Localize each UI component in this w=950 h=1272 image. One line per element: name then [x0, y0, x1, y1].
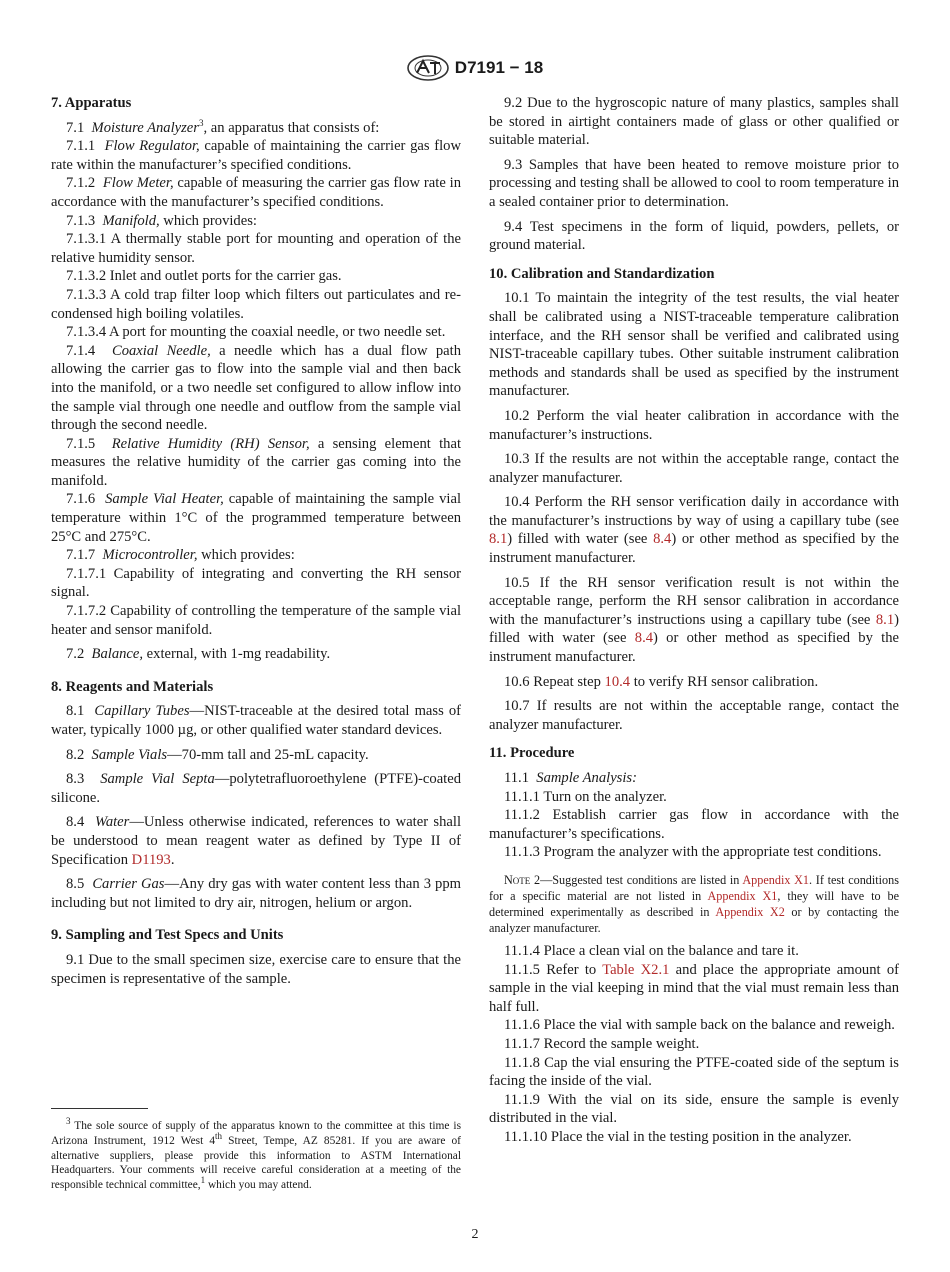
astm-logo-icon — [407, 55, 449, 81]
para-9-3: 9.3 Samples that have been heated to remove moisture prior to processing and testing shall be allowed to cool to room temperature in a sealed container prior to determination. — [489, 156, 899, 210]
para-11-1-10: 11.1.10 Place the vial in the testing position in the analyzer. — [504, 1128, 852, 1145]
note-2: Note 2—Suggested test conditions are listed in Appendix X1. If test conditions for a specific material are not listed in Appendix X1, they will have to be determined experimentally as described in Appendix X2 or by contacting the analyzer manufacturer. — [489, 872, 899, 935]
footnote-3: $^3$ The sole source of supply of the apparatus known to the committee at this time is Arizona Instrument, 1912 West 4th Street, Tempe, AZ 85281. If you are aware of alternative suppliers, please provide this information to ASTM International Headquarters. Your comments will receive careful consideration at a meeting of the responsible technical committee,$^1$ which you may attend. — [51, 1116, 461, 1192]
para-7-1-2: 7.1.2 Flow Meter, capable of measuring the carrier gas flow rate in accordance with the manufacturer’s specified conditions. — [51, 175, 461, 210]
document-id: D7191 − 18 — [454, 57, 544, 77]
para-7-1-5: 7.1.5 Relative Humidity (RH) Sensor, a sensing element that measures the relative humidity of the carrier gas coming into the manifold. — [51, 435, 461, 489]
para-7-1-1: 7.1.1 Flow Regulator, capable of maintaining the carrier gas flow rate within the manufacturer’s specified conditions. — [51, 138, 461, 173]
para-11-1-1: 11.1.1 Turn on the analyzer. — [504, 788, 667, 805]
para-10-5: 10.5 If the RH sensor verification result is not within the acceptable range, perform the RH sensor calibration in accordance with the manufacturer’s instructions using a capillary tube (see 8.1) filled with water (see 8.4) or other method as specified by the instrument manufacturer. — [489, 574, 899, 666]
para-10-6: 10.6 Repeat step 10.4 to verify RH sensor calibration. — [504, 673, 819, 690]
para-7-1-3-3: 7.1.3.3 A cold trap filter loop which filters out particulates and re-condensed high boiling volatiles. — [51, 286, 461, 322]
para-7-1: 7.1 Moisture Analyzer$^3$, an apparatus that consists of: — [66, 117, 380, 136]
left-column — [51, 94, 461, 988]
para-9-2: 9.2 Due to the hygroscopic nature of many plastics, samples shall be stored in airtight containers made of glass or other qualified or suitable material. — [489, 95, 899, 149]
section-11-heading: 11. Procedure — [489, 745, 575, 762]
link-appendix-x1[interactable]: Appendix X1 — [707, 888, 778, 903]
para-7-1-3: 7.1.3 Manifold, which provides: — [66, 212, 257, 229]
para-11-1-8: 11.1.8 Cap the vial ensuring the PTFE-coated side of the septum is facing the inside of the vial. — [489, 1054, 899, 1090]
para-8-1: 8.1 Capillary Tubes—NIST-traceable at the desired total mass of water, typically 1000 µg, or other qualified water standard devices. — [51, 703, 462, 738]
para-10-2: 10.2 Perform the vial heater calibration in accordance with the manufacturer’s instructions. — [489, 407, 899, 443]
para-11-1-5: 11.1.5 Refer to Table X2.1 and place the appropriate amount of sample in the vial keeping in mind that the vial must remain less than half full. — [489, 961, 899, 1015]
link-8-1[interactable]: 8.1 — [875, 611, 895, 628]
para-11-1-6: 11.1.6 Place the vial with sample back on the balance and reweigh. — [504, 1017, 895, 1034]
para-10-1: 10.1 To maintain the integrity of the test results, the vial heater shall be calibrated using a NIST-traceable temperature calibration interface, and the RH sensor shall be verified and calibrated using NIST-traceable capillary tubes. Other suitable instrument calibration methods and standards shall be used as specified by the instrument manufacturer. — [489, 290, 899, 400]
para-7-1-7-1: 7.1.7.1 Capability of integrating and converting the RH sensor signal. — [51, 565, 461, 601]
para-11-1-7: 11.1.7 Record the sample weight. — [504, 1035, 700, 1052]
para-7-1-3-2: 7.1.3.2 Inlet and outlet ports for the carrier gas. — [66, 268, 342, 285]
section-9-heading: 9. Sampling and Test Specs and Units — [51, 927, 284, 944]
para-7-1-4: 7.1.4 Coaxial Needle, a needle which has a dual flow path allowing the carrier gas to flow into the sample vial and then back into the manifold, or a two needle set configured to allow inflow into the sample vial through one needle and outflow from the sample vial through the second needle. — [51, 342, 462, 434]
para-10-4: 10.4 Perform the RH sensor verification daily in accordance with the manufacturer’s instructions by way of using a capillary tube (see 8.1) filled with water (see 8.4) or other method as specified by the instrument manufacturer. — [489, 494, 899, 567]
page-header — [0, 55, 950, 81]
link-8-1[interactable]: 8.1 — [489, 531, 508, 548]
para-7-1-7-2: 7.1.7.2 Capability of controlling the temperature of the sample vial heater and sensor manifold. — [51, 603, 461, 638]
para-11-1-9: 11.1.9 With the vial on its side, ensure the sample is evenly distributed in the vial. — [489, 1091, 899, 1127]
para-9-1: 9.1 Due to the small specimen size, exercise care to ensure that the specimen is representative of the sample. — [51, 951, 461, 987]
para-9-4: 9.4 Test specimens in the form of liquid, powders, pellets, or ground material. — [489, 218, 899, 254]
link-table-x2-1[interactable]: Table X2.1 — [602, 961, 670, 978]
para-11-1-4: 11.1.4 Place a clean vial on the balance and tare it. — [504, 942, 799, 959]
para-11-1-3: 11.1.3 Program the analyzer with the appropriate test conditions. — [504, 844, 882, 861]
para-7-1-6: 7.1.6 Sample Vial Heater, capable of maintaining the sample vial temperature within 1°C of the programmed temperature between 25°C and 275°C. — [51, 491, 461, 545]
para-7-1-3-1: 7.1.3.1 A thermally stable port for mounting and operation of the relative humidity sensor. — [51, 231, 461, 266]
right-column — [489, 94, 899, 1147]
para-7-1-7: 7.1.7 Microcontroller, which provides: — [66, 547, 295, 564]
para-11-1: 11.1 Sample Analysis: — [504, 770, 637, 786]
para-8-3: 8.3 Sample Vial Septa—polytetrafluoroethylene (PTFE)-coated silicone. — [51, 771, 461, 806]
para-8-2: 8.2 Sample Vials—70-mm tall and 25-mL capacity. — [66, 746, 369, 763]
section-8-heading: 8. Reagents and Materials — [51, 678, 214, 695]
section-7-heading: 7. Apparatus — [51, 95, 132, 111]
section-10-heading: 10. Calibration and Standardization — [489, 265, 715, 282]
link-8-4[interactable]: 8.4 — [634, 630, 654, 647]
para-11-1-2: 11.1.2 Establish carrier gas flow in accordance with the manufacturer’s specifications. — [489, 807, 899, 842]
para-10-3: 10.3 If the results are not within the acceptable range, contact the analyzer manufacturer. — [489, 451, 899, 486]
para-7-2: 7.2 Balance, external, with 1-mg readability. — [66, 646, 331, 663]
link-appendix-x2[interactable]: Appendix X2 — [715, 904, 785, 919]
page-number: 2 — [471, 1227, 479, 1242]
link-appendix-x1[interactable]: Appendix X1 — [742, 872, 810, 887]
link-10-4[interactable]: 10.4 — [604, 673, 631, 690]
footnote-divider — [51, 1108, 148, 1109]
para-8-4: 8.4 Water—Unless otherwise indicated, references to water shall be understood to mean reagent water as defined by Type II of Specification D1193. — [51, 814, 461, 868]
link-8-4[interactable]: 8.4 — [653, 531, 672, 548]
para-8-5: 8.5 Carrier Gas—Any dry gas with water content less than 3 ppm including but not limited to dry air, nitrogen, helium or argon. — [51, 876, 462, 911]
link-d1193[interactable]: D1193 — [131, 851, 171, 868]
para-7-1-3-4: 7.1.3.4 A port for mounting the coaxial needle, or two needle set. — [66, 324, 446, 341]
para-10-7: 10.7 If results are not within the acceptable range, contact the analyzer manufacturer. — [489, 698, 899, 733]
